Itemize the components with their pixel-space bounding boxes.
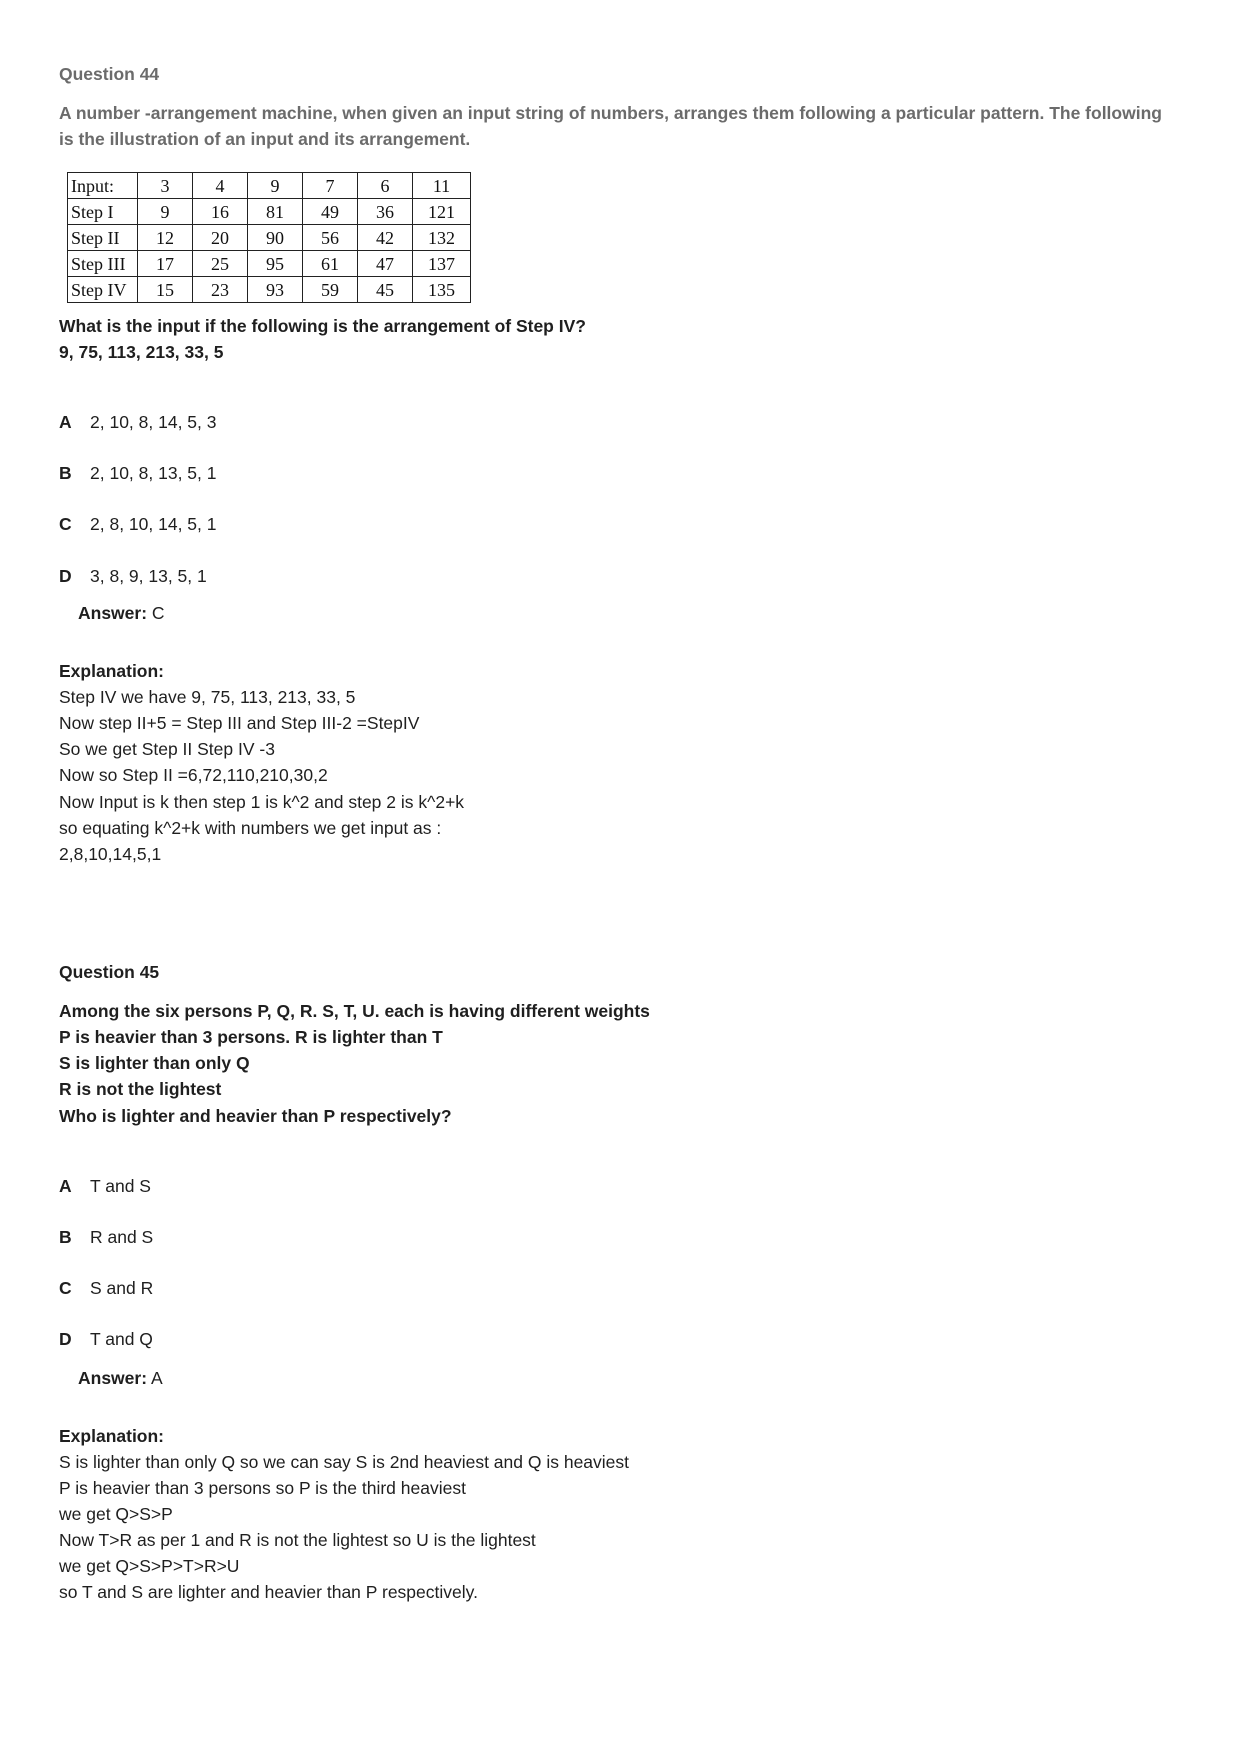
- table-cell: 49: [303, 199, 358, 225]
- table-cell: 59: [303, 277, 358, 303]
- table-cell: 7: [303, 173, 358, 199]
- table-cell: 4: [193, 173, 248, 199]
- table-cell: 56: [303, 225, 358, 251]
- explanation-line: Now step II+5 = Step III and Step III-2 =StepIV: [59, 713, 420, 733]
- table-row: [68, 199, 471, 225]
- table-cell: 95: [248, 251, 303, 277]
- question-44-title: Question 44: [59, 64, 160, 84]
- row-label: Step I: [68, 199, 138, 225]
- row-label: Step III: [68, 251, 138, 277]
- option-letter: A: [59, 412, 72, 432]
- option-letter: C: [59, 514, 72, 534]
- explanation-line: so T and S are lighter and heavier than P respectively.: [59, 1582, 478, 1602]
- table-cell: 25: [193, 251, 248, 277]
- table-row: [68, 225, 471, 251]
- option-letter: B: [59, 463, 72, 483]
- question-44-text: What is the input if the following is the arrangement of Step IV?: [59, 316, 586, 336]
- explanation-line: so equating k^2+k with numbers we get input as :: [59, 818, 442, 838]
- explanation-line: Now T>R as per 1 and R is not the lightest so U is the lightest: [59, 1530, 536, 1550]
- option-text: 3, 8, 9, 13, 5, 1: [90, 566, 207, 586]
- question-45-title: Question 45: [59, 962, 160, 982]
- row-label: Step II: [68, 225, 138, 251]
- answer-label: Answer:: [78, 603, 148, 623]
- table-cell: 61: [303, 251, 358, 277]
- question-45-line: P is heavier than 3 persons. R is lighter than T: [59, 1027, 443, 1047]
- explanation-45-title: Explanation:: [59, 1426, 165, 1446]
- explanation-44-title: Explanation:: [59, 661, 165, 681]
- option-text: 2, 8, 10, 14, 5, 1: [90, 514, 217, 534]
- table-cell: 15: [138, 277, 193, 303]
- option-text: 2, 10, 8, 13, 5, 1: [90, 463, 217, 483]
- explanation-line: S is lighter than only Q so we can say S is 2nd heaviest and Q is heaviest: [59, 1452, 630, 1472]
- table-row: [68, 277, 471, 303]
- question-44-intro: A number -arrangement machine, when given an input string of numbers, arranges them following a particular pattern. The following is the illustration of an input and its arrangement.: [59, 103, 1162, 149]
- table-cell: 81: [248, 199, 303, 225]
- table-cell: 11: [413, 173, 471, 199]
- explanation-line: we get Q>S>P: [59, 1504, 173, 1524]
- table-cell: 135: [413, 277, 471, 303]
- answer-44: [78, 603, 165, 624]
- table-cell: 20: [193, 225, 248, 251]
- option-d[interactable]: [59, 1329, 153, 1350]
- option-letter: B: [59, 1227, 72, 1247]
- table-cell: 47: [358, 251, 413, 277]
- explanation-line: 2,8,10,14,5,1: [59, 844, 162, 864]
- arrangement-table: [67, 172, 471, 303]
- table-cell: 17: [138, 251, 193, 277]
- question-44-values: 9, 75, 113, 213, 33, 5: [59, 342, 224, 362]
- table-cell: 6: [358, 173, 413, 199]
- explanation-line: Now Input is k then step 1 is k^2 and step 2 is k^2+k: [59, 792, 465, 812]
- option-b[interactable]: [59, 1227, 153, 1248]
- option-a[interactable]: [59, 412, 216, 433]
- option-text: R and S: [90, 1227, 154, 1247]
- option-text: 2, 10, 8, 14, 5, 3: [90, 412, 217, 432]
- answer-45: [78, 1368, 163, 1389]
- row-label: Step IV: [68, 277, 138, 303]
- explanation-line: Step IV we have 9, 75, 113, 213, 33, 5: [59, 687, 356, 707]
- table-row: [68, 251, 471, 277]
- option-letter: D: [59, 566, 72, 586]
- table-cell: 137: [413, 251, 471, 277]
- table-cell: 121: [413, 199, 471, 225]
- table-cell: 45: [358, 277, 413, 303]
- row-label: Input:: [68, 173, 138, 199]
- table-cell: 93: [248, 277, 303, 303]
- option-c[interactable]: [59, 1278, 153, 1299]
- table-cell: 12: [138, 225, 193, 251]
- question-45-line: S is lighter than only Q: [59, 1053, 250, 1073]
- option-text: T and Q: [90, 1329, 153, 1349]
- answer-label: Answer:: [78, 1368, 148, 1388]
- table-row: [68, 173, 471, 199]
- question-45-line: Who is lighter and heavier than P respectively?: [59, 1106, 452, 1126]
- table-cell: 16: [193, 199, 248, 225]
- option-d[interactable]: [59, 566, 207, 587]
- answer-value: C: [147, 603, 165, 623]
- question-45-line: Among the six persons P, Q, R. S, T, U. each is having different weights: [59, 1001, 650, 1021]
- explanation-line: So we get Step II Step IV -3: [59, 739, 275, 759]
- table-cell: 42: [358, 225, 413, 251]
- explanation-line: P is heavier than 3 persons so P is the third heaviest: [59, 1478, 466, 1498]
- table-cell: 9: [138, 199, 193, 225]
- option-text: S and R: [90, 1278, 154, 1298]
- table-cell: 90: [248, 225, 303, 251]
- option-a[interactable]: [59, 1176, 151, 1197]
- table-cell: 132: [413, 225, 471, 251]
- option-b[interactable]: [59, 463, 216, 484]
- table-cell: 3: [138, 173, 193, 199]
- option-letter: A: [59, 1176, 72, 1196]
- table-cell: 36: [358, 199, 413, 225]
- option-letter: D: [59, 1329, 72, 1349]
- option-text: T and S: [90, 1176, 151, 1196]
- table-cell: 23: [193, 277, 248, 303]
- answer-value: A: [147, 1368, 163, 1388]
- explanation-line: Now so Step II =6,72,110,210,30,2: [59, 765, 328, 785]
- table-cell: 9: [248, 173, 303, 199]
- question-45-line: R is not the lightest: [59, 1079, 222, 1099]
- option-c[interactable]: [59, 514, 216, 535]
- explanation-line: we get Q>S>P>T>R>U: [59, 1556, 240, 1576]
- option-letter: C: [59, 1278, 72, 1298]
